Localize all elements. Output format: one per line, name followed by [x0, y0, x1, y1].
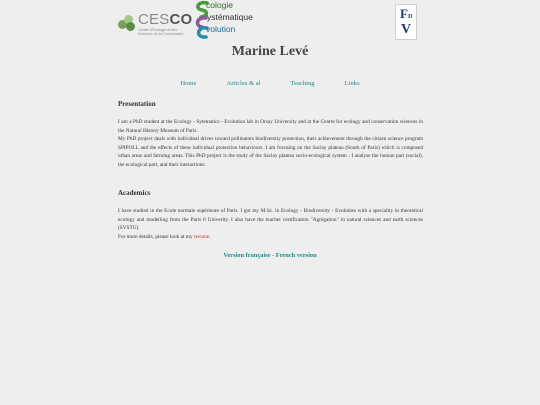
- presentation-paragraph-2: My PhD project deals with individual drives toward pollinators biodiversity protection, their achievement through the citizen science program SPIPOLL and the effects of these individual protection behaviours. I am focusing on the Saclay plateau (South of Paris) which is composed urban areas and farming areas. This PhD project is the study of the Saclay plateau socio-ecological system : I analyse the human part (social), the ecological part, and their interactions.: [118, 136, 423, 168]
- fdv-letter-d: D: [408, 14, 413, 20]
- nav-home[interactable]: Home: [180, 80, 197, 87]
- ese-word-ecologie: cologie: [206, 0, 233, 10]
- presentation-heading: Presentation: [118, 100, 156, 108]
- fdv-letter-v: V: [401, 22, 412, 37]
- cesco-leaf-icon: [118, 14, 136, 32]
- academics-text: [118, 207, 423, 241]
- ese-lab-logo[interactable]: [193, 0, 267, 40]
- fdv-letter-f: F: [400, 6, 408, 21]
- ese-word-evolution: volution: [206, 24, 236, 34]
- presentation-text: [118, 118, 423, 170]
- cesco-logo[interactable]: [117, 8, 193, 42]
- fdv-logo[interactable]: [395, 4, 417, 40]
- page-title: Marine Levé: [231, 44, 309, 59]
- academics-paragraph: I have studied in the Ecole normale supérieure of Paris. I got my M.Sc. in Ecology - Biodiversity - Evolution with a speciality in theoretical ecology and modelling from the Paris 6 Univerity. I also have the teacher certification "Agrégation" in natural sciences and earth sciences (SVSTU).: [118, 208, 423, 232]
- nav-articles[interactable]: Articles & al: [226, 80, 261, 87]
- academics-heading: Academics: [118, 189, 151, 197]
- nav-links[interactable]: Links: [344, 80, 360, 87]
- language-switch-link[interactable]: Version française - French version: [223, 252, 317, 259]
- resume-link[interactable]: resume: [193, 233, 210, 240]
- ese-word-systematique: ystématique: [207, 12, 253, 22]
- main-nav: [117, 80, 423, 87]
- nav-teaching[interactable]: Teaching: [290, 80, 315, 87]
- cesco-wordmark: CESCO: [138, 11, 193, 28]
- header: [117, 0, 423, 42]
- page-container: [117, 0, 423, 405]
- presentation-paragraph-1: I am a PhD student at the Ecology - Sytematics - Evolution lab in Orsay University and at the Centre for ecology and conservation sciences in the Natural History Museum of Paris.: [118, 119, 423, 134]
- academics-more-line: For more details, please look at my resume.: [118, 233, 211, 240]
- cesco-subtitle: Centre d'Écologie et des Sciences de la Conservation: [138, 28, 184, 37]
